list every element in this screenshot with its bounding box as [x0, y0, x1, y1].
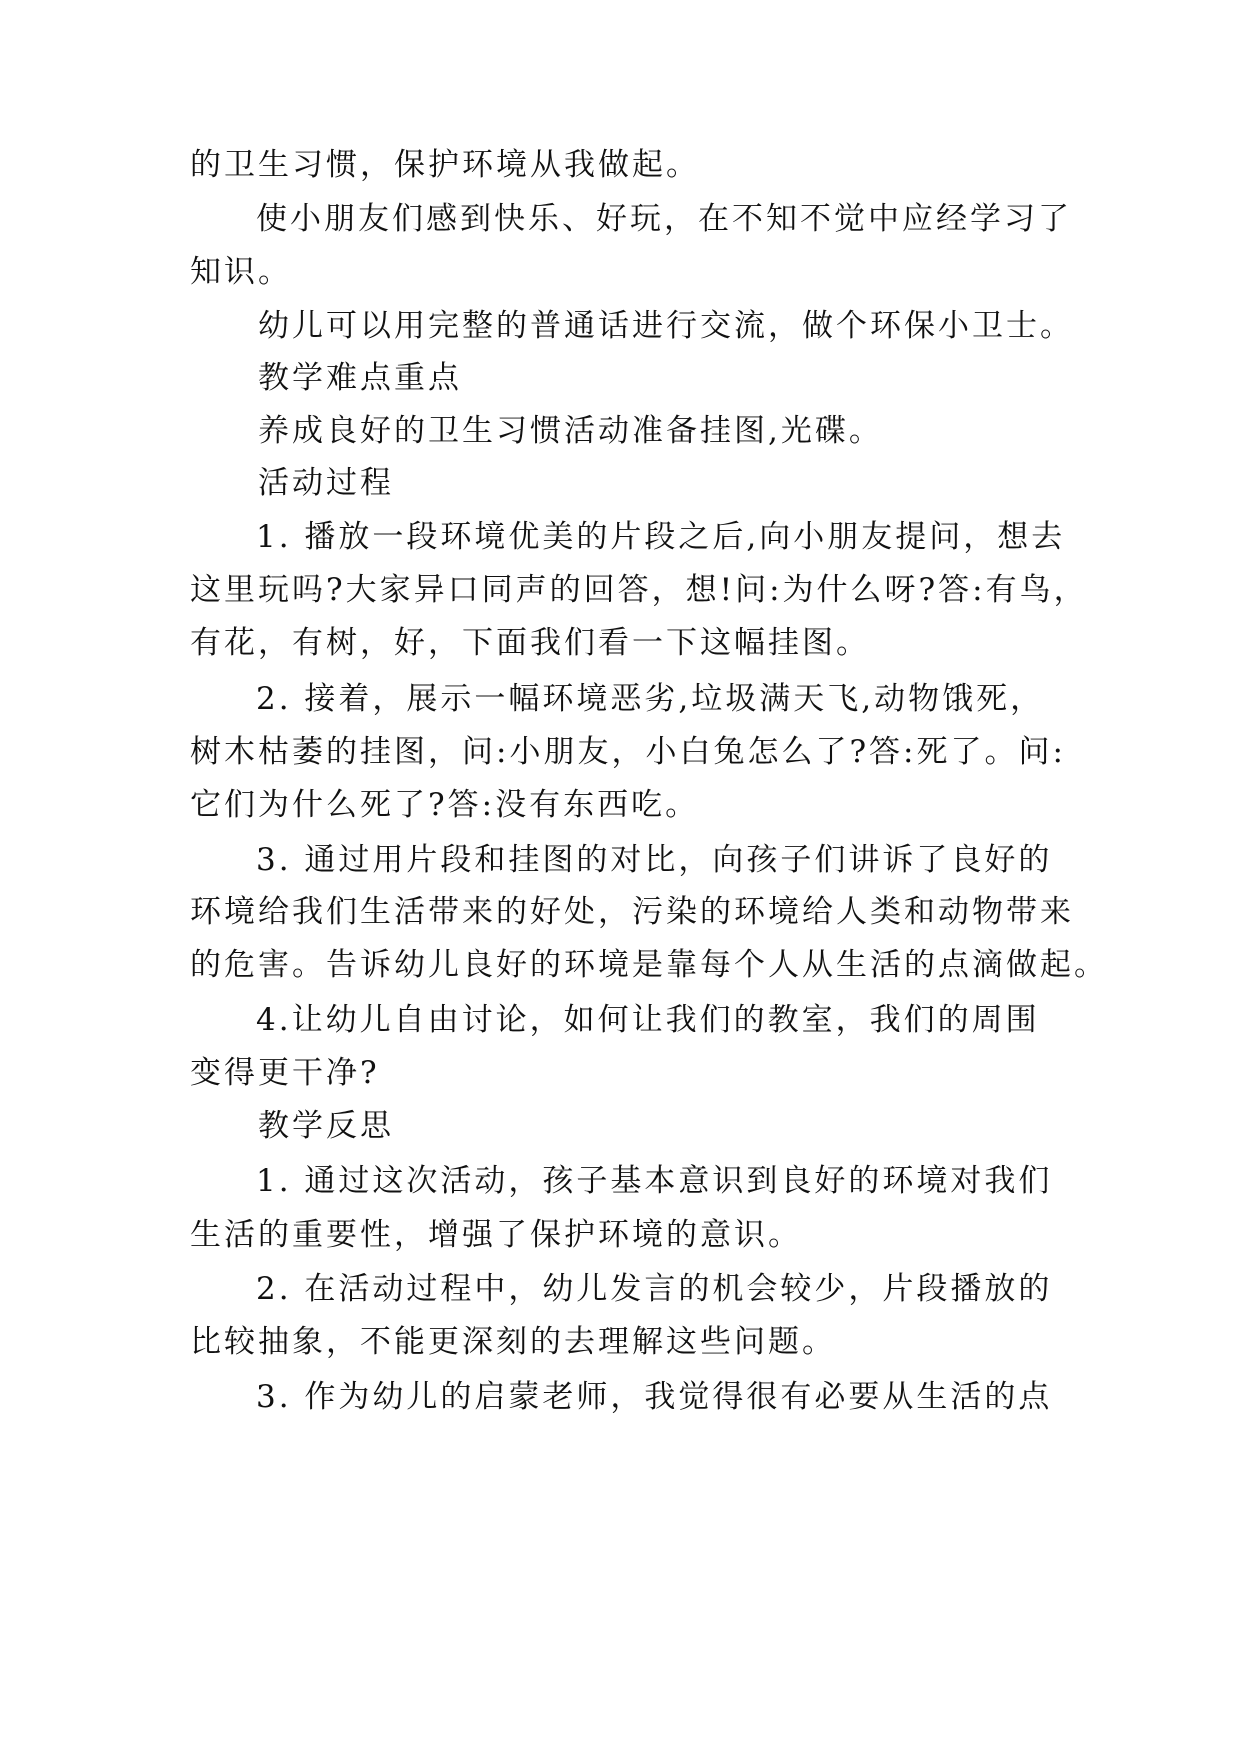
text-line: 2. 接着，展示一幅环境恶劣,垃圾满天飞,动物饿死， — [256, 681, 1045, 717]
text-line: 生活的重要性，增强了保护环境的意识。 — [190, 1217, 802, 1253]
text-line: 幼儿可以用完整的普通话进行交流，做个环保小卫士。 — [258, 308, 1074, 344]
text-line: 有花，有树，好，下面我们看一下这幅挂图。 — [190, 625, 870, 661]
text-line: 这里玩吗?大家异口同声的回答，想!问:为什么呀?答:有鸟， — [190, 572, 1088, 608]
text-line: 养成良好的卫生习惯活动准备挂图,光碟。 — [258, 413, 883, 449]
section-heading: 教学反思 — [258, 1108, 394, 1144]
text-line: 的危害。告诉幼儿良好的环境是靠每个人从生活的点滴做起。 — [190, 947, 1108, 983]
text-line: 比较抽象，不能更深刻的去理解这些问题。 — [190, 1324, 836, 1360]
text-line: 3. 作为幼儿的启蒙老师，我觉得很有必要从生活的点 — [256, 1379, 1053, 1415]
text-line: 1. 通过这次活动，孩子基本意识到良好的环境对我们 — [256, 1163, 1053, 1199]
text-line: 变得更干净? — [190, 1055, 380, 1091]
text-line: 4.让幼儿自由讨论，如何让我们的教室，我们的周围 — [256, 1002, 1040, 1038]
text-line: 3. 通过用片段和挂图的对比，向孩子们讲诉了良好的 — [256, 842, 1053, 878]
text-line: 2. 在活动过程中，幼儿发言的机会较少，片段播放的 — [256, 1271, 1053, 1307]
section-heading: 活动过程 — [258, 465, 394, 501]
text-line: 它们为什么死了?答:没有东西吃。 — [190, 787, 700, 823]
text-line: 使小朋友们感到快乐、好玩，在不知不觉中应经学习了 — [256, 201, 1072, 237]
text-line: 知识。 — [190, 254, 292, 290]
text-line: 的卫生习惯，保护环境从我做起。 — [190, 147, 700, 183]
text-line: 环境给我们生活带来的好处，污染的环境给人类和动物带来 — [190, 894, 1074, 930]
section-heading: 教学难点重点 — [258, 360, 462, 396]
text-line: 1. 播放一段环境优美的片段之后,向小朋友提问，想去 — [256, 519, 1066, 555]
text-line: 树木枯萎的挂图，问:小朋友，小白兔怎么了?答:死了。问: — [190, 734, 1066, 770]
